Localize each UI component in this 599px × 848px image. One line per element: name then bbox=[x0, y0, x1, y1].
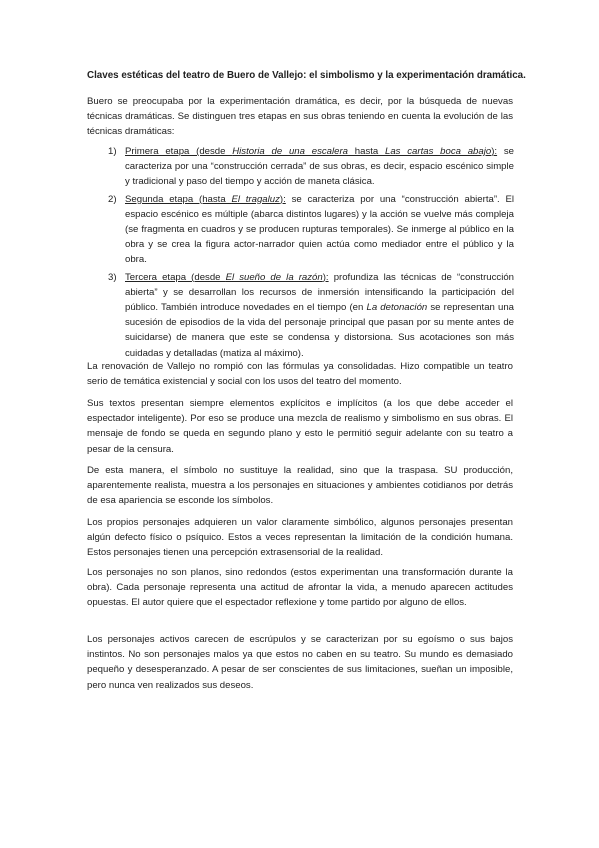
stage-heading-text: Tercera etapa (desde bbox=[125, 271, 226, 283]
body-paragraph: La renovación de Vallejo no rompió con las fórmulas ya consolidadas. Hizo compatible un teatro serio de temática existencial y social con los usos del teatro del momento. bbox=[87, 361, 513, 388]
intro-paragraph: Buero se preocupaba por la experimentación dramática, es decir, por la búsqueda de nuevas técnicas dramáticas. Se distinguen tres etapas en sus obras teniendo en cuenta la evolución de las técnicas dramáticas: bbox=[87, 96, 513, 138]
list-item bbox=[108, 192, 514, 268]
work-title: El tragaluz bbox=[231, 193, 280, 205]
stage-heading bbox=[125, 146, 497, 157]
stage-heading-text: hasta bbox=[348, 146, 386, 157]
work-title: Historia de una escalera bbox=[232, 146, 348, 157]
body-paragraph: Los personajes activos carecen de escrúpulos y se caracterizan por su egoísmo o sus bajos instintos. No son personajes malos ya que estos no caben en su teatro. Su mundo es demasiado pequeño y desesperanzado. A pesar de ser conscientes de sus limitaciones, sueñan un imposible, pero nunca ven realizados sus deseos. bbox=[87, 634, 513, 691]
body-paragraph: Los personajes no son planos, sino redondos (estos experimentan una transformación durante la obra). Cada personaje representa una actitud de afrontar la vida, a menudo aparecen actitudes opuestas. El autor quiere que el espectador reflexione y tome partido por alguno de ellos. bbox=[87, 567, 513, 609]
work-title: Las cartas boca abajo bbox=[385, 146, 492, 157]
stage-body: se caracteriza por una “construcción abierta”. El espacio escénico es múltiple (abarca distintos lugares) y la acción se vuelve más compleja (se fragmenta en cuadros y se producen rupturas temporales). Se inmerge al público en la obra y se crea la figura actor-narrador quien actúa como mediador entre el público y la obra. bbox=[125, 193, 514, 266]
stage-heading bbox=[125, 272, 329, 283]
body-paragraph: De esta manera, el símbolo no sustituye la realidad, sino que la traspasa. SU producción, aparentemente realista, muestra a los personajes en situaciones y ambientes cotidianos por detrás de esa apariencia se esconde los símbolos. bbox=[87, 465, 513, 507]
list-item bbox=[108, 144, 514, 190]
stage-heading-text: Primera etapa (desde bbox=[125, 146, 233, 157]
work-title: La detonación bbox=[366, 302, 428, 314]
stage-body-text: profundiza las técnicas de “construcción abierta” y se desarrollan los recursos de inmersión intensificando la participación del público. También introduce novedades en el tiempo (en bbox=[125, 271, 515, 314]
stage-heading-text: ): bbox=[491, 146, 498, 157]
body-paragraph: Los propios personajes adquieren un valor claramente simbólico, algunos personajes presentan algún defecto físico o psíquico. Estos a veces representan la limitación de la condición humana. Estos personajes tienen una percepción extrasensorial de la realidad. bbox=[87, 517, 513, 559]
list-number: 3) bbox=[108, 271, 117, 283]
list-item bbox=[108, 270, 514, 361]
stage-body: se caracteriza por una “construcción cerrada” de sus obras, es decir, espacio escénico simple y tradicional y paso del tiempo y acción de maneta clásica. bbox=[125, 146, 514, 188]
stage-heading-text: ): bbox=[279, 193, 286, 205]
list-number: 1) bbox=[108, 146, 117, 157]
stage-heading-text: ): bbox=[322, 271, 329, 283]
stages-list bbox=[108, 144, 514, 363]
stage-body-text: se representan una sucesión de episodios de la vida del personaje principal que pasan por su mente antes de suicidarse) de manera que este se condensa y distorsiona. Sus acotaciones son más cuidadas y detalladas (matiza al máximo). bbox=[125, 302, 515, 359]
document-title: Claves estéticas del teatro de Buero de Vallejo: el simbolismo y la experimentación dramática. bbox=[87, 70, 526, 81]
stage-heading bbox=[125, 194, 286, 205]
body-paragraph: Sus textos presentan siempre elementos explícitos e implícitos (a los que debe acceder el espectador inteligente). Por eso se produce una mezcla de realismo y simbolismo en sus obras. El mensaje de fondo se queda en segundo plano y esto le permitió seguir adelante con su teatro a pesar de la censura. bbox=[87, 398, 513, 455]
work-title: El sueño de la razón bbox=[225, 271, 323, 283]
stage-body bbox=[125, 272, 514, 359]
list-number: 2) bbox=[108, 193, 117, 205]
stage-heading-text: Segunda etapa (hasta bbox=[125, 193, 232, 205]
